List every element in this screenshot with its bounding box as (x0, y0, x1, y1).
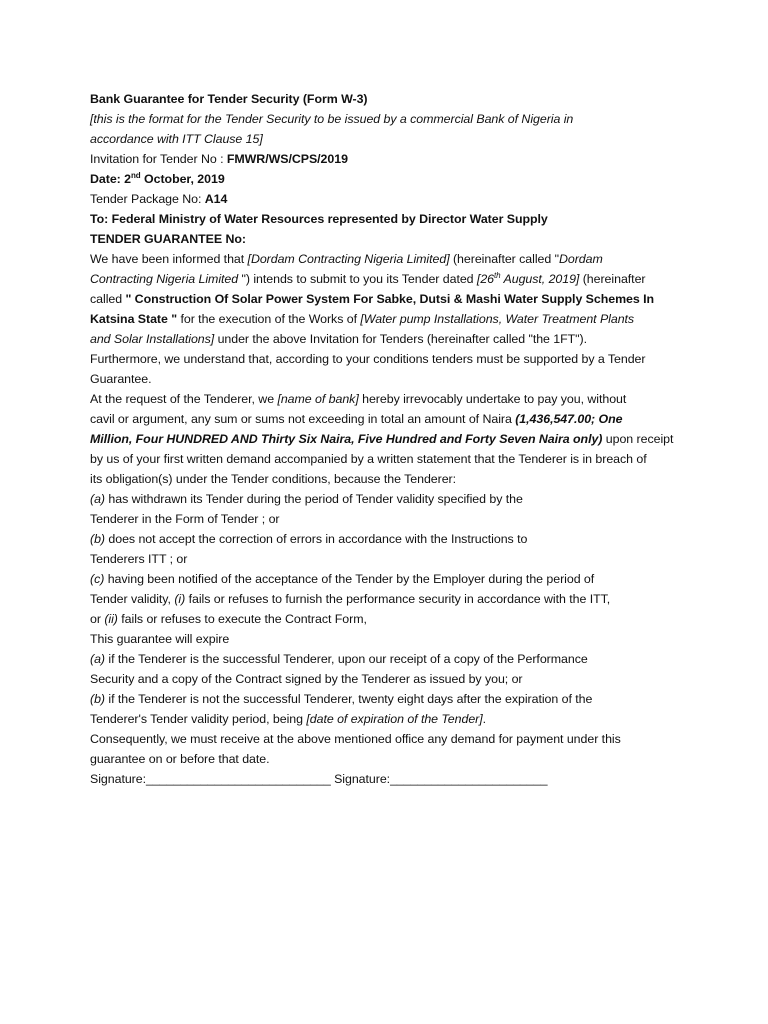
condition-c-line-3 (90, 609, 690, 629)
addressee-line: To: Federal Ministry of Water Resources represented by Director Water Supply (90, 212, 548, 226)
expiry-heading: This guarantee will expire (90, 632, 230, 646)
tender-date-cont: August, 2019] (500, 272, 580, 286)
condition-a-line-2: Tenderer in the Form of Tender ; or (90, 512, 280, 526)
text-segment: At the request of the Tenderer, we (90, 392, 278, 406)
expiry-a-label: (a) (90, 652, 105, 666)
text-segment: having been notified of the acceptance of the Tender by the Employer during the period of (104, 572, 595, 586)
format-note-line-1: [this is the format for the Tender Security to be issued by a commercial Bank of Nigeria in (90, 112, 574, 126)
text-segment: has withdrawn its Tender during the period of Tender validity specified by the (105, 492, 523, 506)
paragraph-1-line-4 (90, 309, 690, 329)
condition-b-label: (b) (90, 532, 105, 546)
expiration-date-placeholder: [date of expiration of the Tender] (306, 712, 483, 726)
paragraph-2-line-2: Guarantee. (90, 372, 152, 386)
paragraph-3-line-3 (90, 429, 690, 449)
tenderer-name-short: Dordam (558, 252, 603, 266)
text-segment: upon receipt (602, 432, 674, 446)
paragraph-1-line-1 (90, 249, 690, 269)
paragraph-1-line-3 (90, 289, 690, 309)
text-segment: ") intends to submit to you its Tender dated (238, 272, 477, 286)
condition-a-line-1 (90, 489, 690, 509)
text-segment: Tenderer's Tender validity period, being (90, 712, 307, 726)
text-segment: cavil or argument, any sum or sums not exceeding in total an amount of Naira (90, 412, 516, 426)
paragraph-3-line-1 (90, 389, 690, 409)
text-segment: does not accept the correction of errors in accordance with the Instructions to (105, 532, 528, 546)
date-line (90, 169, 690, 189)
condition-c-label: (c) (90, 572, 105, 586)
expiry-a-line-2: Security and a copy of the Contract signed by the Tenderer as issued by you; or (90, 672, 523, 686)
condition-c-line-2 (90, 589, 690, 609)
paragraph-3-line-5: its obligation(s) under the Tender conditions, because the Tenderer: (90, 472, 457, 486)
expiry-b-line-1 (90, 689, 690, 709)
text-segment: Tender validity, (90, 592, 175, 606)
paragraph-3-line-2 (90, 409, 690, 429)
format-note-line-2: accordance with ITT Clause 15] (90, 132, 263, 146)
guarantee-number-label: TENDER GUARANTEE No: (90, 232, 246, 246)
tenderer-name-cont: Contracting Nigeria Limited (90, 272, 239, 286)
condition-b-line-2: Tenderers ITT ; or (90, 552, 188, 566)
consequently-line-1: Consequently, we must receive at the above mentioned office any demand for payment under this (90, 732, 621, 746)
expiry-b-line-2 (90, 709, 690, 729)
works-description-cont: and Solar Installations] (90, 332, 215, 346)
expiry-b-label: (b) (90, 692, 105, 706)
package-number: A14 (204, 192, 228, 206)
text-segment: hereby irrevocably undertake to pay you, without (358, 392, 627, 406)
date-suffix: October, 2019 (140, 172, 225, 186)
document-title: Bank Guarantee for Tender Security (Form W-3) (90, 92, 368, 106)
invitation-line (90, 149, 690, 169)
guarantee-amount: (1,436,547.00; One (515, 412, 623, 426)
invitation-number: FMWR/WS/CPS/2019 (226, 152, 348, 166)
date-superscript: nd (130, 170, 141, 180)
paragraph-1-line-2 (90, 269, 690, 289)
tender-date-superscript: th (494, 270, 501, 280)
paragraph-1-line-5 (90, 329, 690, 349)
text-segment: . (482, 712, 487, 726)
tender-date: [26 (476, 272, 494, 286)
bank-name-placeholder: [name of bank] (277, 392, 359, 406)
expiry-a-line-1 (90, 649, 690, 669)
text-segment: or (90, 612, 105, 626)
condition-c-line-1 (90, 569, 690, 589)
sub-condition-i-label: (i) (174, 592, 186, 606)
text-segment: if the Tenderer is not the successful Tenderer, twenty eight days after the expiration of the (105, 692, 593, 706)
signature-lines: Signature:___________________________ Signature:_______________________ (90, 772, 548, 786)
text-segment: (hereinafter called " (449, 252, 559, 266)
sub-condition-ii-label: (ii) (104, 612, 118, 626)
text-segment: We have been informed that (90, 252, 248, 266)
package-label: Tender Package No: (90, 192, 205, 206)
text-segment: (hereinafter (579, 272, 646, 286)
consequently-line-2: guarantee on or before that date. (90, 752, 270, 766)
guarantee-amount-words: Million, Four HUNDRED AND Thirty Six Naira, Five Hundred and Forty Seven Naira only) (90, 432, 603, 446)
document-page (90, 89, 690, 789)
date-prefix: Date: 2 (90, 172, 131, 186)
text-segment: under the above Invitation for Tenders (hereinafter called "the 1FT"). (214, 332, 587, 346)
tenderer-name: [Dordam Contracting Nigeria Limited] (247, 252, 450, 266)
text-segment: called (90, 292, 126, 306)
text-segment: fails or refuses to furnish the performance security in accordance with the ITT, (185, 592, 611, 606)
text-segment: for the execution of the Works of (177, 312, 361, 326)
condition-b-line-1 (90, 529, 690, 549)
invitation-label: Invitation for Tender No : (90, 152, 227, 166)
project-title: " Construction Of Solar Power System For Sabke, Dutsi & Mashi Water Supply Schemes In (125, 292, 655, 306)
condition-a-label: (a) (90, 492, 105, 506)
paragraph-2-line-1: Furthermore, we understand that, according to your conditions tenders must be supported by a Tender (90, 352, 646, 366)
project-title-cont: Katsina State " (90, 312, 178, 326)
paragraph-3-line-4: by us of your first written demand accompanied by a written statement that the Tenderer is in breach of (90, 452, 647, 466)
text-segment: if the Tenderer is the successful Tenderer, upon our receipt of a copy of the Performance (105, 652, 588, 666)
package-line (90, 189, 690, 209)
text-segment: fails or refuses to execute the Contract Form, (117, 612, 367, 626)
works-description: [Water pump Installations, Water Treatment Plants (360, 312, 635, 326)
